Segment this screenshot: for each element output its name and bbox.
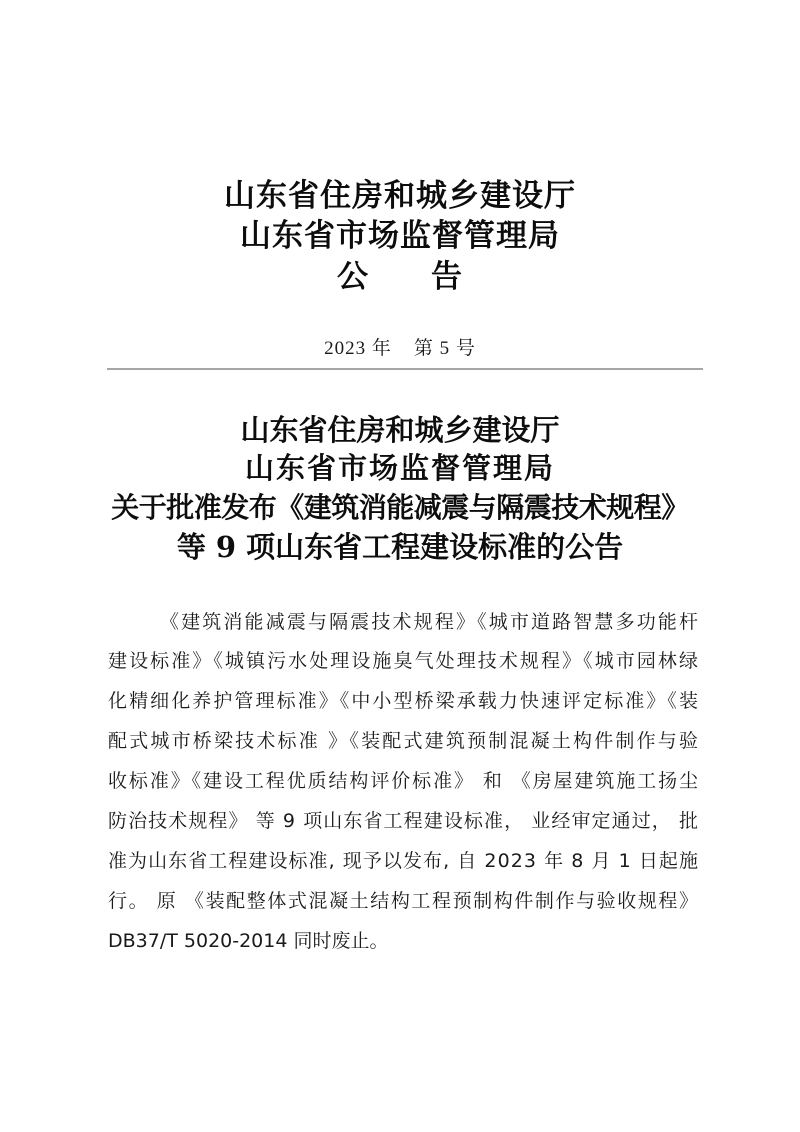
body-line: 防治技术规程》 等 9 项山东省工程建设标准， 业经审定通过， 批 (108, 810, 700, 832)
title-line-4: 等 9 项山东省工程建设标准的公告 (176, 530, 624, 564)
issuer-name-2: 山东省市场监督管理局 (240, 218, 560, 254)
body-line: 配式城市桥梁技术标准 》《装配式建筑预制混凝土构件制作与验 (108, 730, 701, 752)
document-type-char-2: 告 (431, 259, 463, 295)
title-line-2: 山东省市场监督管理局 (244, 451, 555, 485)
body-line: 收标准》《建设工程优质结构评价标准》 和 《房屋建筑施工扬尘 (108, 770, 700, 792)
body-line: 《建筑消能减震与隔震技术规程》《城市道路智慧多功能杆 (160, 611, 701, 633)
separator-line (107, 368, 703, 370)
document-serial: 第 5 号 (413, 338, 476, 359)
body-line: 行。 原 《装配整体式混凝土结构工程预制构件制作与验收规程》 (108, 890, 700, 912)
document-year: 2023 年 (324, 338, 392, 359)
body-line: 化精细化养护管理标准》《中小型桥梁承载力快速评定标准》《装 (108, 690, 701, 712)
body-line: 准为山东省工程建设标准, 现予以发布, 自 2023 年 8 月 1 日起施 (108, 850, 700, 872)
document-type-char-1: 公 (337, 259, 369, 295)
title-line-3: 关于批准发布《建筑消能减震与隔震技术规程》 (111, 491, 689, 524)
title-line-1: 山东省住房和城乡建设厅 (240, 413, 560, 447)
issuer-name-1: 山东省住房和城乡建设厅 (224, 178, 576, 214)
body-line: 建设标准》《城镇污水处理设施臭气处理技术规程》《城市园林绿 (108, 650, 701, 672)
body-line: DB37/T 5020-2014 同时废止。 (108, 930, 389, 952)
document-type-heading (0, 257, 800, 297)
document-number (0, 336, 800, 362)
